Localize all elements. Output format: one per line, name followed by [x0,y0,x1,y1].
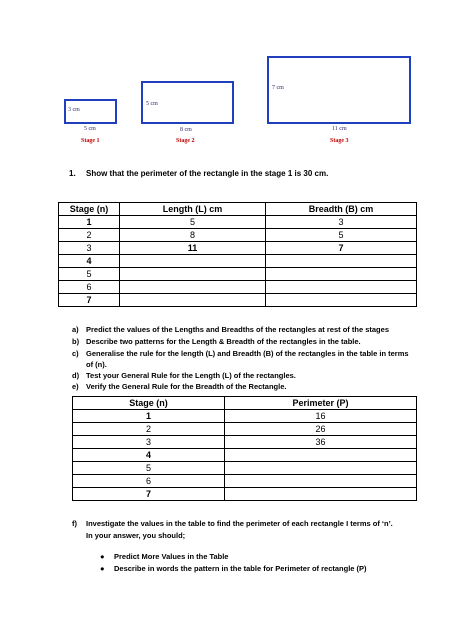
breadth-cell: 3 [266,216,417,229]
stage-cell: 2 [59,229,120,242]
length-cell: 5 [120,216,266,229]
part-c [72,349,409,358]
breadth-cell [266,268,417,281]
table-row [59,294,417,307]
part-c-text-line-2: of (n). [86,360,107,369]
part-a-text: Predict the values of the Lengths and Breadths of the rectangles at rest of the stages [86,325,389,334]
table-row [73,410,417,423]
bullet-item-1 [100,552,228,561]
bullet-text: Predict More Values in the Table [114,552,229,561]
breadth-cell [266,294,417,307]
part-b-text: Describe two patterns for the Length & Breadth of the rectangles in the table. [86,337,361,346]
part-f-label: f) [72,519,77,528]
part-c-continued [86,360,107,369]
part-c-label: c) [72,349,79,358]
stage-cell: 7 [59,294,120,307]
bullet-icon: ● [100,564,105,573]
length-cell [120,294,266,307]
rect-1-width-label: 5 cm [84,126,96,132]
part-d [72,371,296,380]
part-e [72,382,286,391]
part-d-label: d) [72,371,80,380]
perimeter-cell: 16 [225,410,417,423]
length-cell [120,255,266,268]
table-row [73,462,417,475]
length-cell [120,281,266,294]
perimeter-table [72,396,417,501]
rect-1-height-label: 3 cm [68,107,80,113]
rect-1-stage-label: Stage 1 [81,138,100,144]
stage-cell: 1 [73,410,225,423]
perimeter-cell [225,475,417,488]
perimeter-cell [225,462,417,475]
part-d-text: Test your General Rule for the Length (L) of the rectangles. [86,371,296,380]
table-row [73,488,417,501]
stage-cell: 4 [59,255,120,268]
bullet-icon: ● [100,552,105,561]
header-stage: Stage (n) [59,203,120,216]
table-row [73,475,417,488]
rect-2-height-label: 5 cm [146,101,158,107]
part-a [72,325,389,334]
breadth-cell [266,281,417,294]
table-header-row [73,397,417,410]
stage-cell: 5 [59,268,120,281]
stage-cell: 3 [59,242,120,255]
bullet-text: Describe in words the pattern in the table for Perimeter of rectangle (P) [114,564,367,573]
table-header-row [59,203,417,216]
table-row [73,436,417,449]
length-cell [120,268,266,281]
table-row [59,281,417,294]
part-f-text-line-2: In your answer, you should; [86,531,186,540]
part-a-label: a) [72,325,79,334]
rect-2-stage-label: Stage 2 [176,138,195,144]
table-row [59,229,417,242]
question-1-text: Show that the perimeter of the rectangle in the stage 1 is 30 cm. [86,169,329,178]
breadth-cell: 5 [266,229,417,242]
stage-cell: 2 [73,423,225,436]
header-length: Length (L) cm [120,203,266,216]
question-1-number: 1. [69,169,76,178]
rect-3-height-label: 7 cm [272,85,284,91]
part-f-continued [86,531,185,540]
rect-2-width-label: 8 cm [180,127,192,133]
stage-cell: 4 [73,449,225,462]
header-perimeter: Perimeter (P) [225,397,417,410]
breadth-cell: 7 [266,242,417,255]
rectangle-stage-3 [267,56,411,124]
header-stage: Stage (n) [73,397,225,410]
stage-cell: 6 [59,281,120,294]
stage-cell: 3 [73,436,225,449]
part-b-label: b) [72,337,80,346]
rect-3-width-label: 11 cm [332,126,347,132]
header-breadth: Breadth (B) cm [266,203,417,216]
stage-cell: 6 [73,475,225,488]
length-cell: 8 [120,229,266,242]
part-e-text: Verify the General Rule for the Breadth of the Rectangle. [86,382,287,391]
length-cell: 11 [120,242,266,255]
table-row [73,449,417,462]
perimeter-cell [225,449,417,462]
table-row [59,216,417,229]
table-row [59,268,417,281]
perimeter-cell [225,488,417,501]
table-row [59,242,417,255]
part-b [72,337,361,346]
stage-cell: 1 [59,216,120,229]
table-row [59,255,417,268]
rect-3-stage-label: Stage 3 [330,138,349,144]
bullet-item-2 [100,564,367,573]
stage-cell: 5 [73,462,225,475]
length-breadth-table [58,202,417,307]
part-f-text: Investigate the values in the table to find the perimeter of each rectangle I terms of ‘n’. [86,519,393,528]
breadth-cell [266,255,417,268]
stage-cell: 7 [73,488,225,501]
part-e-label: e) [72,382,79,391]
perimeter-cell: 36 [225,436,417,449]
table-row [73,423,417,436]
perimeter-cell: 26 [225,423,417,436]
part-c-text: Generalise the rule for the length (L) and Breadth (B) of the rectangles in the table in terms [86,349,409,358]
part-f [72,519,393,528]
